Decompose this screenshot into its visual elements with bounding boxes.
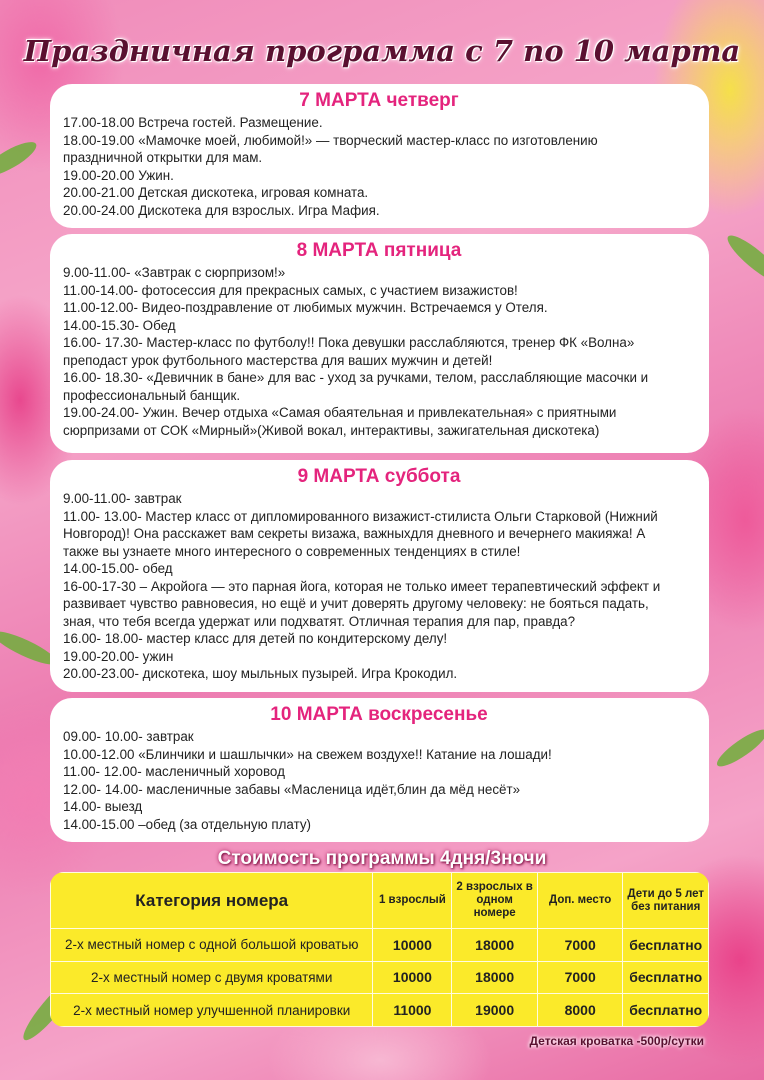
schedule-line: 11.00-14.00- фотосессия для прекрасных самых, с участием визажистов! — [63, 282, 518, 298]
schedule-line: 16.00- 18.00- мастер класс для детей по кондитерскому делу! — [63, 631, 448, 646]
day-heading: 9 МАРТА суббота — [297, 466, 461, 487]
schedule-line: зная, что тебя всегда удержат или подхватят. Отличная терапия для пар, правда? — [63, 613, 576, 629]
schedule-line: 19.00-20.00 Ужин. — [63, 167, 174, 183]
schedule-line: преподаст урок футбольного мастерства для ваших мужчин и детей! — [63, 352, 493, 368]
leaf-decoration — [713, 724, 764, 772]
schedule-line: развивает чувство равновесия, но ещё и учит доверять другому человеку: не бояться падать, — [63, 596, 649, 611]
price-extra-bed: 7000 — [537, 961, 623, 994]
day-card-10-march — [50, 698, 709, 842]
header-extra-bed: Доп. место — [537, 873, 623, 929]
day-heading: 7 МАРТА четверг — [299, 90, 459, 111]
price-one-adult: 10000 — [373, 929, 452, 962]
schedule-line: 12.00- 14.00- масленичные забавы «Масленица идёт,блин да мёд несёт» — [63, 781, 521, 797]
day-card-7-march — [50, 84, 709, 228]
pricing-table — [50, 872, 709, 1027]
schedule-line: 11.00- 13.00- Мастер класс от дипломированного визажист-стилиста Ольги Старковой (Нижний — [63, 508, 658, 524]
price-extra-bed: 8000 — [537, 994, 623, 1027]
price-kids: бесплатно — [623, 994, 709, 1027]
leaf-decoration — [722, 230, 764, 289]
day-card-9-march — [50, 460, 709, 692]
schedule-line: 11.00-12.00- Видео-поздравление от любимых мужчин. Встречаемся у Отеля. — [63, 300, 548, 315]
schedule-line: 10.00-12.00 «Блинчики и шашлычки» на свежем воздухе!! Катание на лошади! — [63, 746, 552, 762]
crib-note: Детская кроватка -500р/сутки — [529, 1034, 704, 1048]
room-category: 2-х местный номер с одной большой кроватью — [51, 929, 373, 962]
day-heading: 8 МАРТА пятница — [296, 240, 462, 261]
page-title: Праздничная программа с 7 по 10 марта — [23, 34, 741, 68]
pricing-title: Стоимость программы 4дня/3ночи — [217, 848, 547, 869]
schedule-line: 19.00-20.00- ужин — [63, 648, 174, 664]
schedule-line: 16.00- 18.30- «Девичник в бане» для вас - уход за ручками, телом, расслабляющие масочки и — [63, 370, 649, 385]
schedule-line: Новгород)! Она расскажет вам секреты визажа, важныхдля дневного и вечернего макияжа! А — [63, 526, 646, 541]
header-kids: Дети до 5 лет без питания — [623, 873, 709, 929]
pricing-row — [51, 929, 709, 962]
price-two-adults: 19000 — [452, 994, 538, 1027]
schedule-line: 9.00-11.00- «Завтрак с сюрпризом!» — [63, 265, 286, 280]
schedule-line: 18.00-19.00 «Мамочке моей, любимой!» — творческий мастер-класс по изготовлению — [63, 132, 598, 148]
price-two-adults: 18000 — [452, 929, 538, 962]
pricing-row — [51, 994, 709, 1027]
schedule-line: 14.00-15.30- Обед — [63, 317, 176, 333]
pricing-header-row — [51, 873, 709, 929]
price-two-adults: 18000 — [452, 961, 538, 994]
schedule-line: 20.00-24.00 Дискотека для взрослых. Игра Мафия. — [63, 202, 380, 218]
schedule-line: 20.00-23.00- дискотека, шоу мыльных пузырей. Игра Крокодил. — [63, 666, 458, 681]
schedule-line: 11.00- 12.00- масленичный хоровод — [63, 764, 285, 779]
pricing-row — [51, 961, 709, 994]
room-category: 2-х местный номер с двумя кроватями — [51, 961, 373, 994]
schedule-line: 20.00-21.00 Детская дискотека, игровая комната. — [63, 185, 369, 200]
schedule-line: 14.00-15.00- обед — [63, 561, 173, 576]
schedule-line: также вы узнаете много интересного о современных тенденциях в стиле! — [63, 543, 521, 559]
schedule-line: 14.00-15.00 –обед (за отдельную плату) — [63, 816, 312, 832]
day-heading: 10 МАРТА воскресенье — [270, 704, 488, 725]
schedule-line: 09.00- 10.00- завтрак — [63, 729, 194, 744]
room-category: 2-х местный номер улучшенной планировки — [51, 994, 373, 1027]
schedule-line: 14.00- выезд — [63, 799, 143, 814]
price-one-adult: 11000 — [373, 994, 452, 1027]
leaf-decoration — [0, 136, 40, 182]
schedule-line: сюрпризами от СОК «Мирный»(Живой вокал, интерактивы, зажигательная дискотека) — [63, 422, 600, 438]
schedule-line: 16-00-17-30 – Акройога — это парная йога, которая не только имеет терапевтический эффект и — [63, 578, 661, 594]
day-card-8-march — [50, 234, 709, 453]
schedule-line: 19.00-24.00- Ужин. Вечер отдыха «Самая обаятельная и привлекательная» с приятными — [63, 405, 617, 420]
price-kids: бесплатно — [623, 929, 709, 962]
price-extra-bed: 7000 — [537, 929, 623, 962]
schedule-line: 17.00-18.00 Встреча гостей. Размещение. — [63, 115, 323, 130]
header-two-adults: 2 взрослых в одном номере — [452, 873, 538, 929]
header-one-adult: 1 взрослый — [373, 873, 452, 929]
schedule-line: 9.00-11.00- завтрак — [63, 491, 182, 506]
schedule-line: праздничной открытки для мам. — [63, 150, 263, 165]
price-one-adult: 10000 — [373, 961, 452, 994]
schedule-line: профессиональный банщик. — [63, 387, 241, 403]
price-kids: бесплатно — [623, 961, 709, 994]
header-category: Категория номера — [51, 873, 373, 929]
schedule-line: 16.00- 17.30- Мастер-класс по футболу!! Пока девушки расслабляются, тренер ФК «Волна» — [63, 335, 635, 350]
